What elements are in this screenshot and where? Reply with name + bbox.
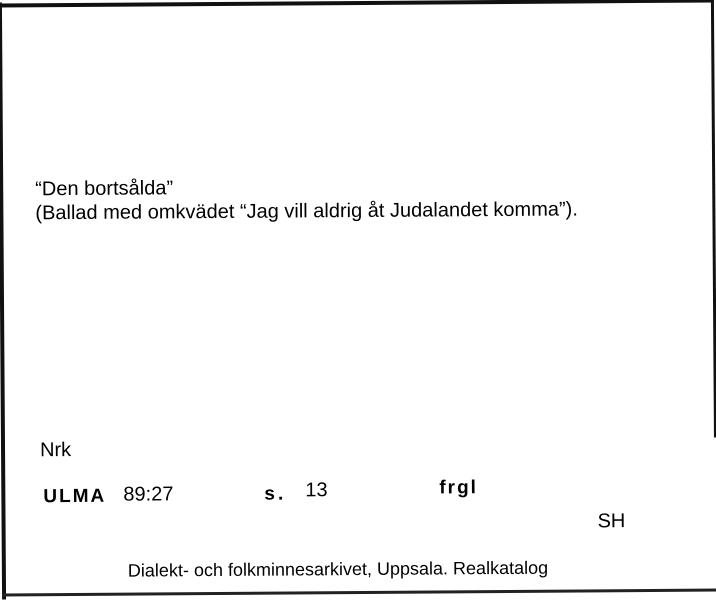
archive-code: ULMA bbox=[43, 485, 107, 508]
page-label: s. bbox=[264, 483, 287, 505]
card-border-left bbox=[0, 2, 6, 599]
card-border-bottom bbox=[2, 588, 716, 596]
card-border-right bbox=[711, 0, 716, 438]
song-description: (Ballad med omkvädet “Jag vill aldrig åt Judalandet komma”). bbox=[35, 198, 578, 225]
category-code: frgl bbox=[439, 477, 478, 499]
recorder-initials: SH bbox=[597, 510, 626, 533]
song-title: “Den bortsålda” bbox=[35, 177, 174, 201]
archive-number: 89:27 bbox=[123, 483, 174, 506]
page-number: 13 bbox=[305, 479, 328, 502]
nrk-label: Nrk bbox=[39, 439, 72, 462]
card-border-top bbox=[0, 0, 714, 8]
archive-footer: Dialekt- och folkminnesarkivet, Uppsala. Realkatalog bbox=[127, 557, 549, 581]
